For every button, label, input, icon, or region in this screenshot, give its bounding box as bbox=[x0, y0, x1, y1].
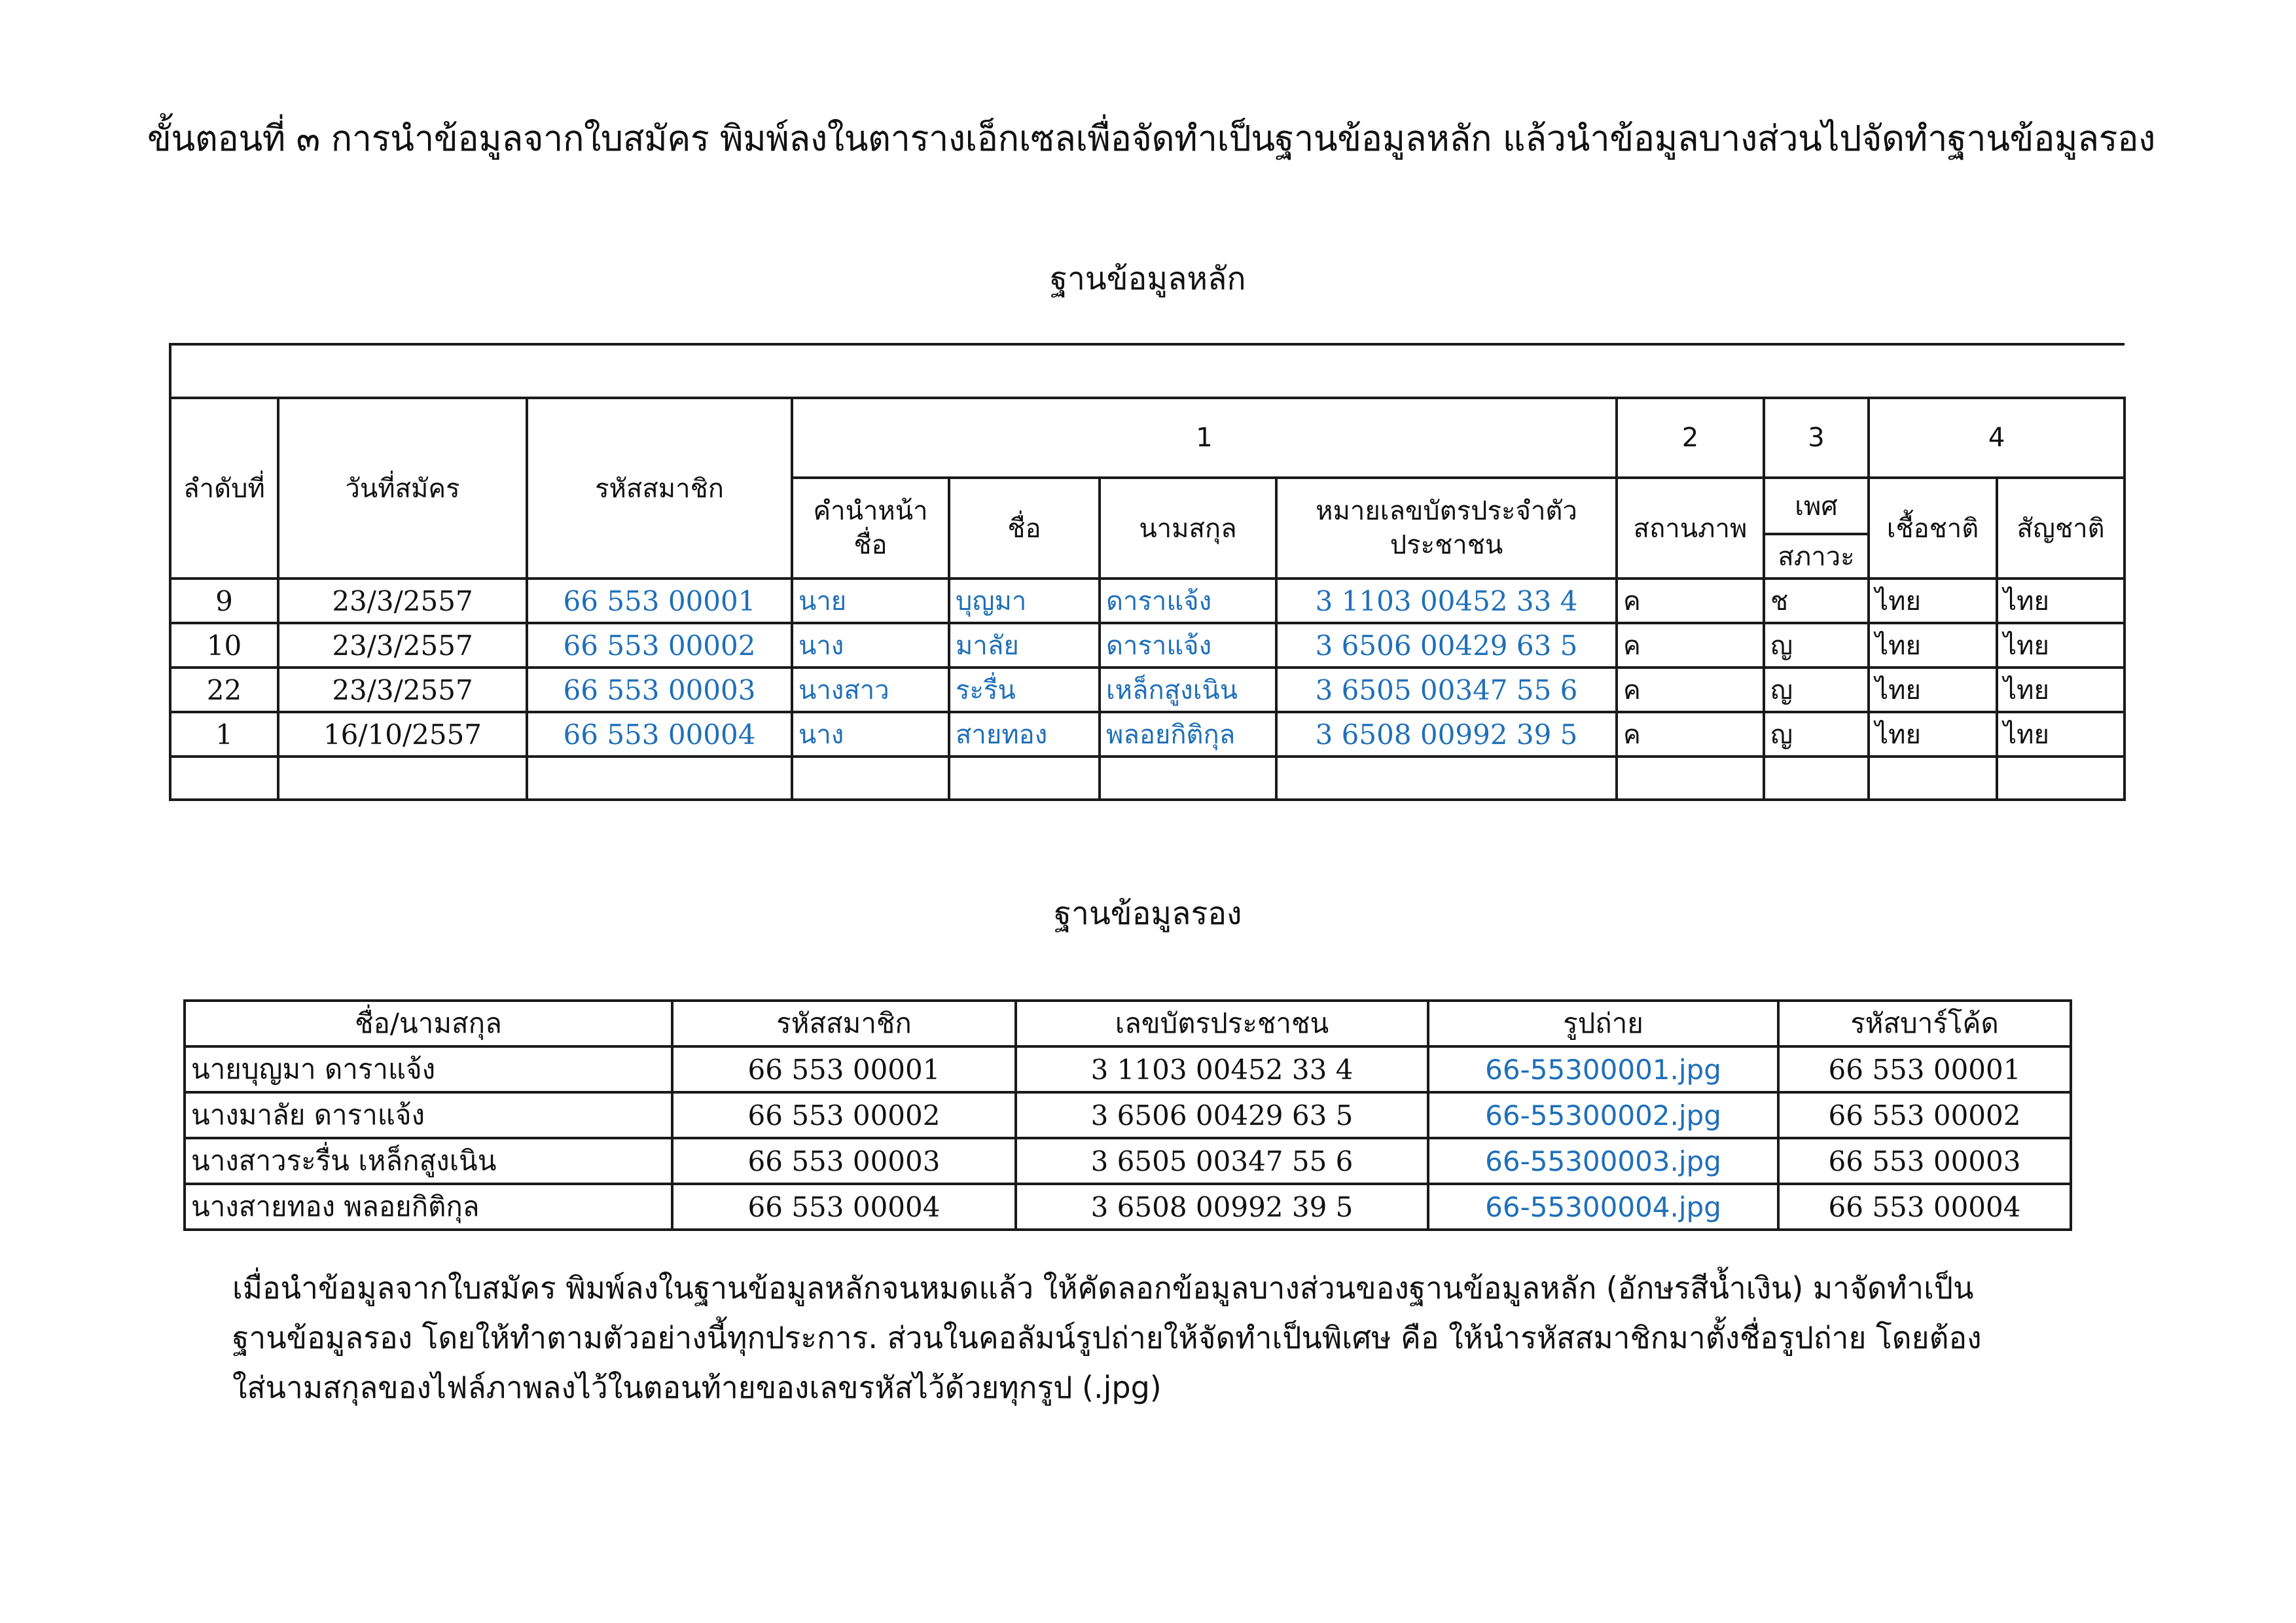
cell-prefix: นาง bbox=[792, 712, 949, 757]
header-group-2: 2 bbox=[1617, 398, 1764, 478]
cell-id-card: 3 6508 00992 39 5 bbox=[1276, 712, 1617, 757]
cell-seq: 22 bbox=[170, 668, 278, 712]
main-database-table-container bbox=[169, 343, 2123, 805]
table-row bbox=[170, 668, 2125, 712]
table-row bbox=[170, 623, 2125, 668]
cell-id-card: 3 6506 00429 63 5 bbox=[1276, 623, 1617, 668]
cell-member-id: 66 553 00002 bbox=[672, 1092, 1016, 1138]
table-row bbox=[185, 1046, 2071, 1092]
cell-date: 23/3/2557 bbox=[278, 623, 527, 668]
cell-seq: 1 bbox=[170, 712, 278, 757]
cell-name: นางสายทอง พลอยกิติกุล bbox=[185, 1184, 672, 1230]
cell-ethnicity: ไทย bbox=[1869, 712, 1997, 757]
header-first-name: ชื่อ bbox=[949, 478, 1100, 579]
cell-id-card: 3 6506 00429 63 5 bbox=[1016, 1092, 1428, 1138]
cell-status: ค bbox=[1617, 579, 1764, 623]
cell-ethnicity: ไทย bbox=[1869, 668, 1997, 712]
cell-photo-filename: 66-55300004.jpg bbox=[1428, 1184, 1778, 1230]
header-id-card: เลขบัตรประชาชน bbox=[1016, 1001, 1428, 1046]
cell-prefix: นาง bbox=[792, 623, 949, 668]
cell-nationality: ไทย bbox=[1997, 712, 2125, 757]
cell-id-card: 3 6508 00992 39 5 bbox=[1016, 1184, 1428, 1230]
main-database-title: ฐานข้อมูลหลัก bbox=[1050, 260, 1246, 297]
cell-date: 23/3/2557 bbox=[278, 579, 527, 623]
header-member-id: รหัสสมาชิก bbox=[672, 1001, 1016, 1046]
cell-id-card: 3 1103 00452 33 4 bbox=[1276, 579, 1617, 623]
cell-member-id: 66 553 00001 bbox=[672, 1046, 1016, 1092]
cell-last-name: เหล็กสูงเนิน bbox=[1100, 668, 1276, 712]
cell-seq: 10 bbox=[170, 623, 278, 668]
cell-gender: ช bbox=[1764, 579, 1869, 623]
cell-gender: ญ bbox=[1764, 712, 1869, 757]
cell-first-name: ระรื่น bbox=[949, 668, 1100, 712]
cell-prefix: นางสาว bbox=[792, 668, 949, 712]
instruction-line: ฐานข้อมูลรอง โดยให้ทำตามตัวอย่างนี้ทุกประการ. ส่วนในคอลัมน์รูปถ่ายให้จัดทำเป็นพิเศษ คือ ให้นำรหัสสมาชิกมาตั้งชื่อรูปถ่าย โดยต้อง bbox=[232, 1320, 1982, 1355]
secondary-database-table bbox=[183, 999, 2072, 1231]
table-row bbox=[185, 1184, 2071, 1230]
header-group-row bbox=[170, 398, 2125, 478]
cell-ethnicity: ไทย bbox=[1869, 623, 1997, 668]
cell-date: 23/3/2557 bbox=[278, 668, 527, 712]
cell-member-id: 66 553 00003 bbox=[672, 1138, 1016, 1184]
header-name: ชื่อ/นามสกุล bbox=[185, 1001, 672, 1046]
cell-gender: ญ bbox=[1764, 668, 1869, 712]
header-ethnicity: เชื้อชาติ bbox=[1869, 478, 1997, 579]
instruction-line: ใส่นามสกุลของไฟล์ภาพลงไว้ในตอนท้ายของเลขรหัสไว้ด้วยทุกรูป (.jpg) bbox=[232, 1370, 1162, 1405]
cell-nationality: ไทย bbox=[1997, 623, 2125, 668]
cell-member-id: 66 553 00001 bbox=[527, 579, 792, 623]
cell-id-card: 3 6505 00347 55 6 bbox=[1016, 1138, 1428, 1184]
cell-photo-filename: 66-55300003.jpg bbox=[1428, 1138, 1778, 1184]
header-member-id: รหัสสมาชิก bbox=[527, 398, 792, 579]
table-row-empty bbox=[170, 757, 2125, 800]
header-group-1: 1 bbox=[792, 398, 1617, 478]
cell-photo-filename: 66-55300002.jpg bbox=[1428, 1092, 1778, 1138]
cell-last-name: ดาราแจ้ง bbox=[1100, 579, 1276, 623]
cell-date: 16/10/2557 bbox=[278, 712, 527, 757]
header-gender-sub: สภาวะ bbox=[1764, 534, 1869, 579]
cell-nationality: ไทย bbox=[1997, 668, 2125, 712]
cell-barcode: 66 553 00004 bbox=[1778, 1184, 2071, 1230]
cell-photo-filename: 66-55300001.jpg bbox=[1428, 1046, 1778, 1092]
header-photo: รูปถ่าย bbox=[1428, 1001, 1778, 1046]
header-status: สถานภาพ bbox=[1617, 478, 1764, 579]
cell-member-id: 66 553 00002 bbox=[527, 623, 792, 668]
header-seq: ลำดับที่ bbox=[170, 398, 278, 579]
cell-nationality: ไทย bbox=[1997, 579, 2125, 623]
header-row bbox=[185, 1001, 2071, 1046]
table-row bbox=[170, 712, 2125, 757]
header-prefix: คำนำหน้า ชื่อ bbox=[792, 478, 949, 579]
cell-prefix: นาย bbox=[792, 579, 949, 623]
header-top-band bbox=[170, 344, 2125, 398]
cell-name: นางสาวระรื่น เหล็กสูงเนิน bbox=[185, 1138, 672, 1184]
header-id-card: หมายเลขบัตรประจำตัว ประชาชน bbox=[1276, 478, 1617, 579]
table-row bbox=[185, 1092, 2071, 1138]
secondary-database-table-container bbox=[183, 999, 2070, 1231]
header-date: วันที่สมัคร bbox=[278, 398, 527, 579]
cell-id-card: 3 1103 00452 33 4 bbox=[1016, 1046, 1428, 1092]
cell-gender: ญ bbox=[1764, 623, 1869, 668]
cell-last-name: ดาราแจ้ง bbox=[1100, 623, 1276, 668]
cell-barcode: 66 553 00001 bbox=[1778, 1046, 2071, 1092]
instruction-line: เมื่อนำข้อมูลจากใบสมัคร พิมพ์ลงในฐานข้อมูลหลักจนหมดแล้ว ให้คัดลอกข้อมูลบางส่วนของฐานข้อมูลหลัก (อักษรสีน้ำเงิน) มาจัดทำเป็น bbox=[232, 1270, 1974, 1306]
table-row bbox=[170, 579, 2125, 623]
header-group-3: 3 bbox=[1764, 398, 1869, 478]
page-title: ขั้นตอนที่ ๓ การนำข้อมูลจากใบสมัคร พิมพ์ลงในตารางเอ็กเซลเพื่อจัดทำเป็นฐานข้อมูลหลัก แล้วนำข้อมูลบางส่วนไปจัดทำฐานข้อมูลรอง bbox=[147, 118, 2155, 159]
cell-ethnicity: ไทย bbox=[1869, 579, 1997, 623]
header-last-name: นามสกุล bbox=[1100, 478, 1276, 579]
cell-status: ค bbox=[1617, 668, 1764, 712]
instruction-paragraph bbox=[232, 1263, 2078, 1412]
main-database-table bbox=[169, 343, 2126, 801]
cell-member-id: 66 553 00003 bbox=[527, 668, 792, 712]
cell-last-name: พลอยกิติกุล bbox=[1100, 712, 1276, 757]
cell-barcode: 66 553 00003 bbox=[1778, 1138, 2071, 1184]
cell-seq: 9 bbox=[170, 579, 278, 623]
cell-first-name: สายทอง bbox=[949, 712, 1100, 757]
cell-id-card: 3 6505 00347 55 6 bbox=[1276, 668, 1617, 712]
secondary-database-title: ฐานข้อมูลรอง bbox=[1054, 895, 1242, 932]
table-row bbox=[185, 1138, 2071, 1184]
header-group-4: 4 bbox=[1869, 398, 2125, 478]
header-nationality: สัญชาติ bbox=[1997, 478, 2125, 579]
cell-member-id: 66 553 00004 bbox=[527, 712, 792, 757]
cell-name: นางมาลัย ดาราแจ้ง bbox=[185, 1092, 672, 1138]
header-gender: เพศ bbox=[1764, 478, 1869, 534]
header-barcode: รหัสบาร์โค้ด bbox=[1778, 1001, 2071, 1046]
cell-name: นายบุญมา ดาราแจ้ง bbox=[185, 1046, 672, 1092]
cell-first-name: มาลัย bbox=[949, 623, 1100, 668]
cell-status: ค bbox=[1617, 623, 1764, 668]
cell-status: ค bbox=[1617, 712, 1764, 757]
cell-member-id: 66 553 00004 bbox=[672, 1184, 1016, 1230]
cell-barcode: 66 553 00002 bbox=[1778, 1092, 2071, 1138]
cell-first-name: บุญมา bbox=[949, 579, 1100, 623]
